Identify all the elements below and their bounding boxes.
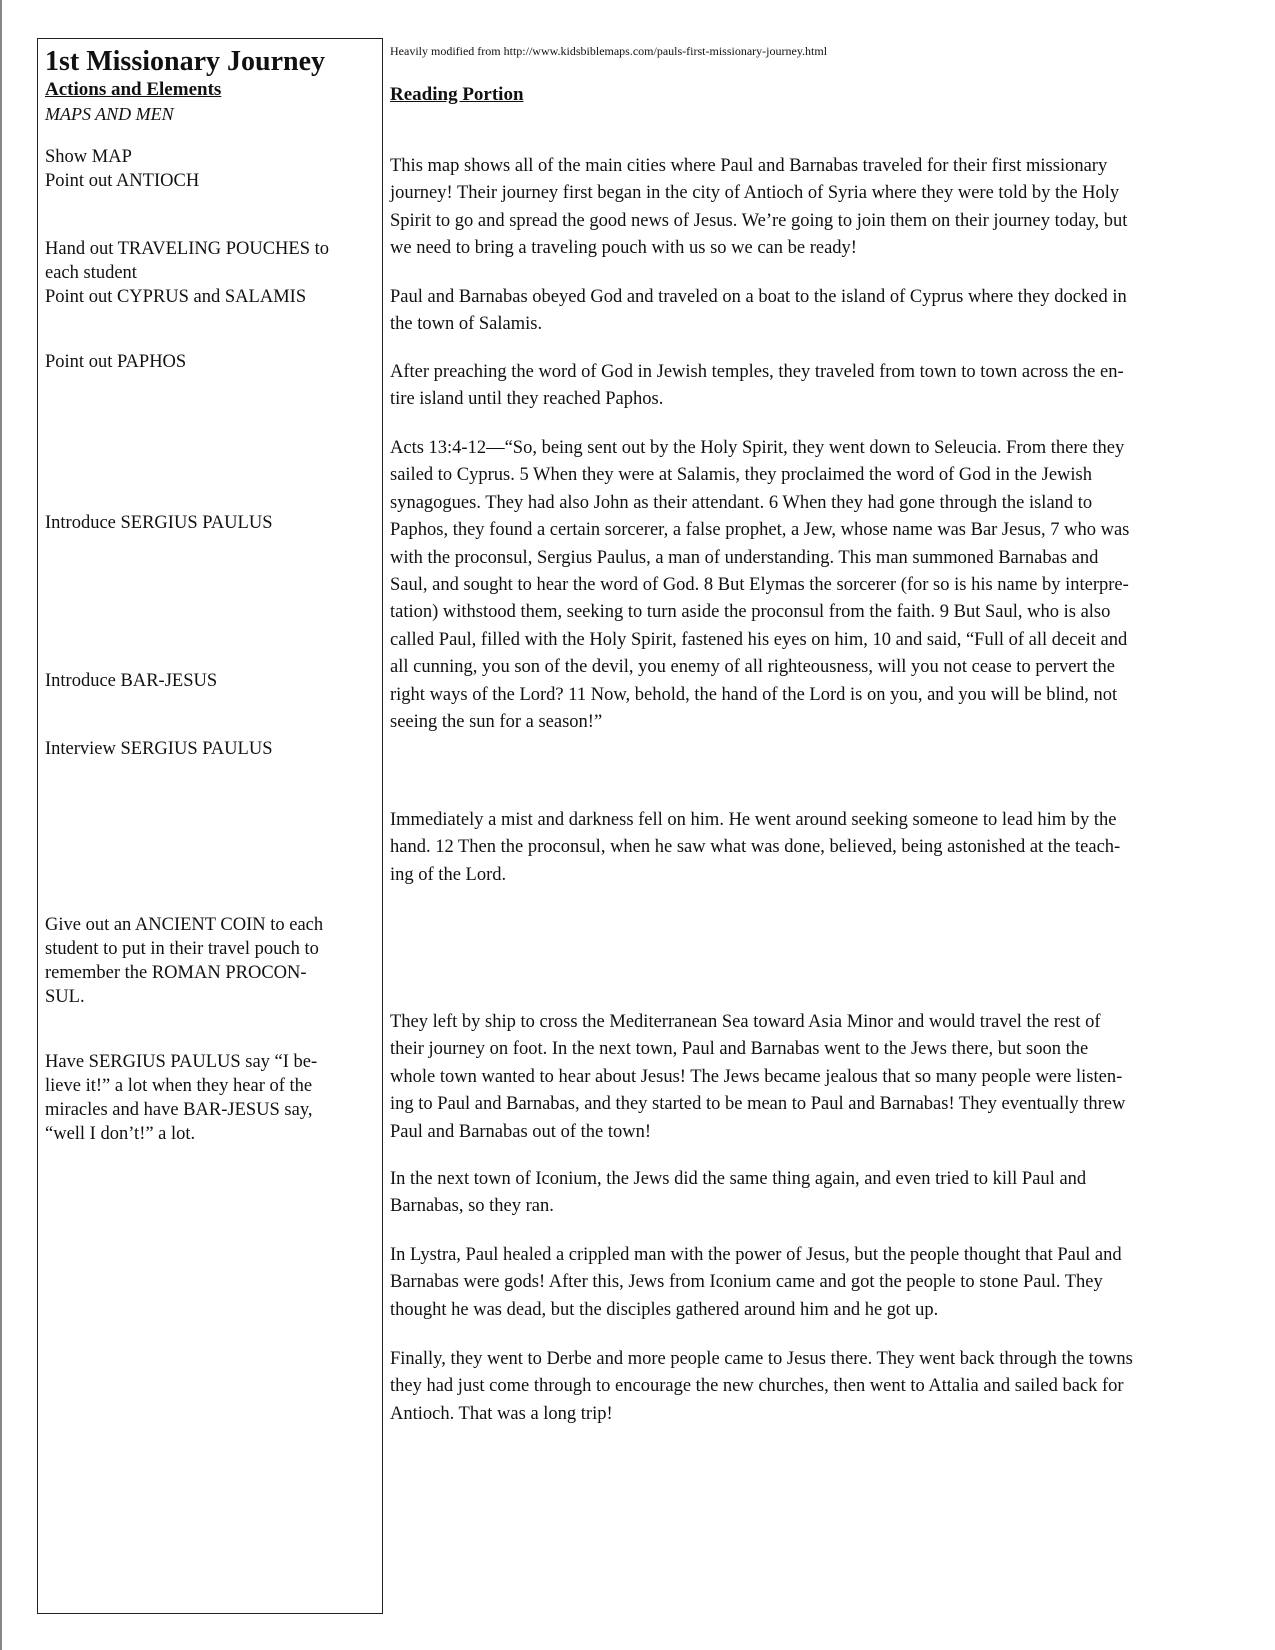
paragraph-map-intro — [390, 153, 1235, 263]
text-line: ing of the Lord. — [390, 864, 507, 885]
action-introduce-sergius-paulus — [45, 511, 375, 535]
text-line: Paphos, they found a certain sorcerer, a false prophet, a Jew, whose name was Bar Jesus, 7 who was — [390, 520, 1130, 541]
action-line: Point out ANTIOCH — [45, 171, 200, 191]
text-line: Saul, and sought to hear the word of God. 8 But Elymas the sorcerer (for so is his name by interpre- — [390, 575, 1129, 596]
text-line: hand. 12 Then the proconsul, when he saw what was done, believed, being astonished at the teach- — [390, 837, 1121, 858]
action-line: Show MAP — [45, 147, 132, 167]
text-line: we need to bring a traveling pouch with us so we can be ready! — [390, 238, 857, 259]
source-note: Heavily modified from http://www.kidsbiblemaps.com/pauls-first-missionary-journey.html — [390, 44, 828, 58]
text-line: seeing the sun for a season!” — [390, 712, 603, 733]
action-line: miracles and have BAR-JESUS say, — [45, 1100, 313, 1120]
sidebar-title: 1st Missionary Journey — [45, 46, 325, 77]
action-line: “well I don’t!” a lot. — [45, 1124, 196, 1144]
text-line: Barnabas were gods! After this, Jews from Iconium came and got the people to stone Paul. They — [390, 1272, 1103, 1293]
text-line: In the next town of Iconium, the Jews did the same thing again, and even tried to kill Paul and — [390, 1169, 1087, 1189]
action-interview-sergius-paulus — [45, 737, 375, 761]
text-line: tation) withstood them, seeking to turn aside the proconsul from the faith. 9 But Saul, who is also — [390, 602, 1111, 623]
text-line: Finally, they went to Derbe and more people came to Jesus there. They went back through the towns — [390, 1349, 1133, 1369]
paragraph-derbe — [390, 1346, 1235, 1428]
action-line: lieve it!” a lot when they hear of the — [45, 1076, 313, 1096]
action-line: Have SERGIUS PAULUS say “I be- — [45, 1052, 318, 1072]
paragraph-cyprus — [390, 284, 1235, 339]
action-point-out-paphos — [45, 350, 375, 374]
action-line: remember the ROMAN PROCON- — [45, 963, 307, 983]
text-line: In Lystra, Paul healed a crippled man with the power of Jesus, but the people thought that Paul and — [390, 1245, 1122, 1265]
sidebar-subtitle: Actions and Elements — [45, 79, 222, 100]
paragraph-iconium — [390, 1166, 1235, 1221]
action-line: Point out PAPHOS — [45, 352, 187, 372]
action-show-map — [45, 145, 375, 193]
action-traveling-pouches — [45, 237, 375, 309]
text-line: Paul and Barnabas obeyed God and traveled on a boat to the island of Cyprus where they docked in — [390, 287, 1127, 307]
page-edge-line — [0, 0, 2, 1650]
text-line: After preaching the word of God in Jewish temples, they traveled from town to town across the en- — [390, 362, 1124, 382]
actions-sidebar — [37, 38, 383, 1614]
paragraph-mist-and-darkness — [390, 807, 1235, 889]
text-line: they had just come through to encourage the new churches, then went to Attalia and sailed back for — [390, 1376, 1124, 1397]
paragraph-acts-scripture — [390, 435, 1235, 736]
text-line: Barnabas, so they ran. — [390, 1196, 554, 1217]
text-line: sailed to Cyprus. 5 When they were at Salamis, they proclaimed the word of God in the Jewish — [390, 465, 1092, 486]
text-line: all cunning, you son of the devil, you enemy of all righteousness, will you not cease to pervert the — [390, 657, 1115, 678]
action-line: student to put in their travel pouch to — [45, 939, 319, 959]
text-line: right ways of the Lord? 11 Now, behold, the hand of the Lord is on you, and you will be blind, not — [390, 684, 1118, 705]
paragraph-lystra — [390, 1242, 1235, 1324]
text-line: whole town wanted to hear about Jesus! The Jews became jealous that so many people were listen- — [390, 1066, 1123, 1087]
text-line: Acts 13:4-12—“So, being sent out by the Holy Spirit, they went down to Seleucia. From there they — [390, 438, 1125, 458]
action-introduce-bar-jesus — [45, 669, 375, 693]
action-line: Hand out TRAVELING POUCHES to — [45, 239, 330, 259]
text-line: They left by ship to cross the Mediterranean Sea toward Asia Minor and would travel the rest of — [390, 1012, 1101, 1032]
text-line: Immediately a mist and darkness fell on him. He went around seeking someone to lead him by the — [390, 810, 1117, 830]
action-line: Introduce SERGIUS PAULUS — [45, 513, 273, 533]
action-line: each student — [45, 263, 137, 283]
paragraph-paphos — [390, 359, 1235, 414]
text-line: synagogues. They had also John as their attendant. 6 When they had gone through the island to — [390, 492, 1093, 513]
action-line: Point out CYPRUS and SALAMIS — [45, 287, 307, 307]
text-line: the town of Salamis. — [390, 314, 543, 335]
sidebar-subtitle-maps-and-men: MAPS AND MEN — [45, 104, 174, 124]
action-line: SUL. — [45, 987, 85, 1007]
text-line: Paul and Barnabas out of the town! — [390, 1121, 651, 1142]
text-line: Spirit to go and spread the good news of Jesus. We’re going to join them on their journey today, but — [390, 210, 1128, 231]
text-line: journey! Their journey first began in the city of Antioch of Syria where they were told by the Holy — [390, 183, 1120, 204]
text-line: thought he was dead, but the disciples gathered around him and he got up. — [390, 1299, 939, 1320]
text-line: called Paul, filled with the Holy Spirit, fastened his eyes on him, 10 and said, “Full of all deceit and — [390, 629, 1128, 650]
action-line: Introduce BAR-JESUS — [45, 671, 218, 691]
text-line: ing to Paul and Barnabas, and they started to be mean to Paul and Barnabas! They eventually threw — [390, 1094, 1126, 1115]
text-line: tire island until they reached Paphos. — [390, 389, 664, 410]
action-believe-it — [45, 1050, 375, 1146]
text-line: their journey on foot. In the next town, Paul and Barnabas went to the Jews there, but soon the — [390, 1039, 1089, 1060]
text-line: with the proconsul, Sergius Paulus, a man of understanding. This man summoned Barnabas and — [390, 547, 1099, 568]
action-ancient-coin — [45, 913, 375, 1009]
text-line: This map shows all of the main cities where Paul and Barnabas traveled for their first missionary — [390, 156, 1108, 176]
action-line: Interview SERGIUS PAULUS — [45, 739, 273, 759]
action-line: Give out an ANCIENT COIN to each — [45, 915, 324, 935]
reading-portion-heading: Reading Portion — [390, 84, 524, 105]
text-line: Antioch. That was a long trip! — [390, 1403, 613, 1424]
paragraph-asia-minor — [390, 1009, 1235, 1146]
